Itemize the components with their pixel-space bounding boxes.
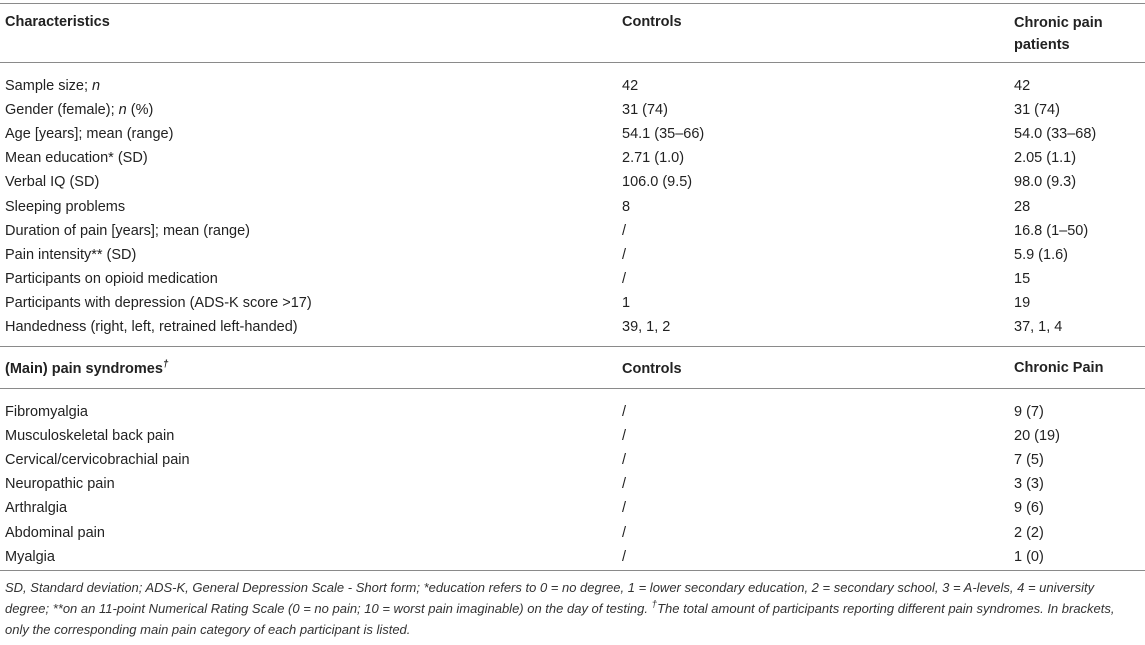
header-patients: Chronic pain patients — [1014, 15, 1103, 53]
table-row — [0, 424, 1145, 448]
patients-value: 2 (2) — [1014, 524, 1044, 541]
section-rule — [0, 346, 1145, 347]
row-label: Myalgia — [5, 548, 55, 565]
patients-value: 9 (6) — [1014, 500, 1044, 517]
row-label: Arthralgia — [5, 500, 68, 517]
row-label: Duration of pain [years]; mean (range) — [5, 222, 251, 239]
row-label: Handedness (right, left, retrained left-handed) — [5, 319, 298, 335]
row-label: Mean education* (SD) — [5, 150, 148, 167]
controls-value: / — [622, 246, 627, 263]
patients-value: 15 — [1014, 270, 1031, 287]
patients-value: 1 (0) — [1014, 548, 1044, 565]
row-label: Fibromyalgia — [5, 404, 88, 420]
controls-value: / — [622, 270, 627, 287]
controls-value: 42 — [622, 78, 639, 94]
header-characteristics: Characteristics — [5, 14, 110, 30]
row-label: Sample size; n — [5, 78, 101, 94]
header-syndromes-patients: Chronic Pain — [1014, 360, 1104, 376]
row-label: Cervical/cervicobrachial pain — [5, 452, 190, 469]
patients-value: 31 (74) — [1014, 102, 1060, 119]
patients-value: 16.8 (1–50) — [1014, 222, 1089, 239]
controls-value: / — [622, 222, 627, 239]
patients-value: 98.0 (9.3) — [1014, 174, 1077, 191]
controls-value: 106.0 (9.5) — [622, 174, 693, 191]
patients-value: 7 (5) — [1014, 452, 1044, 469]
table-row — [0, 521, 1145, 545]
row-label: Abdominal pain — [5, 524, 105, 541]
row-label: Neuropathic pain — [5, 476, 115, 493]
controls-value: / — [622, 524, 627, 541]
footnote-dagger: † — [651, 599, 658, 611]
row-label: Sleeping problems — [5, 198, 126, 215]
table-row — [0, 448, 1145, 472]
controls-value: 2.71 (1.0) — [622, 150, 685, 167]
patients-value: 5.9 (1.6) — [1014, 246, 1068, 263]
table-row — [0, 291, 1145, 315]
table-row — [0, 243, 1145, 267]
table-row — [0, 315, 1145, 339]
row-label: Participants with depression (ADS-K score >17) — [5, 294, 312, 311]
row-label: Gender (female); n (%) — [5, 102, 154, 119]
table-row — [0, 496, 1145, 520]
header-controls: Controls — [622, 14, 682, 30]
controls-value: 39, 1, 2 — [622, 319, 671, 335]
patients-value: 19 — [1014, 294, 1031, 311]
controls-value: / — [622, 548, 627, 565]
patients-value: 28 — [1014, 198, 1031, 215]
row-label: Musculoskeletal back pain — [5, 428, 175, 445]
header-rule — [0, 62, 1145, 63]
header-syndromes-controls: Controls — [622, 361, 682, 377]
patients-value: 2.05 (1.1) — [1014, 150, 1077, 167]
patients-value: 20 (19) — [1014, 428, 1060, 445]
patients-value: 37, 1, 4 — [1014, 319, 1063, 335]
table-row — [0, 195, 1145, 219]
table-row — [0, 545, 1145, 569]
row-label: Age [years]; mean (range) — [5, 126, 174, 143]
dagger-mark: † — [162, 359, 169, 371]
controls-value: 54.1 (35–66) — [622, 126, 705, 143]
table-header-row — [0, 10, 1145, 58]
controls-value: 1 — [622, 294, 631, 311]
bottom-rule — [0, 570, 1145, 571]
controls-value: / — [622, 500, 627, 517]
table-row — [0, 400, 1145, 424]
table-row — [0, 267, 1145, 291]
row-label: Participants on opioid medication — [5, 270, 218, 287]
table-row — [0, 219, 1145, 243]
table-row — [0, 472, 1145, 496]
controls-value: 31 (74) — [622, 102, 668, 119]
table-row — [0, 122, 1145, 146]
table-row — [0, 98, 1145, 122]
controls-value: / — [622, 476, 627, 493]
controls-value: / — [622, 428, 627, 445]
controls-value: 8 — [622, 198, 631, 215]
header-syndromes: (Main) pain syndromes† — [5, 359, 169, 377]
table-footnote: SD, Standard deviation; ADS-K, General Depression Scale - Short form; *education refers to 0 = no degree, 1 = lower secondary education, 2 = secondary school, 3 = A-levels, 4 = university degree; **on an 11-point Numerical Rating Scale (0 = no pain; 10 = worst pain imaginable) on the day of testing. †The total amount of participants reporting different pain syndromes. In brackets, only the corresponding main pain category of each participant is listed. — [5, 580, 1115, 637]
table-row — [0, 170, 1145, 194]
controls-value: / — [622, 404, 627, 420]
controls-value: / — [622, 452, 627, 469]
top-rule — [0, 3, 1145, 4]
table-row — [0, 74, 1145, 98]
row-label: Verbal IQ (SD) — [5, 174, 100, 191]
patients-value: 54.0 (33–68) — [1014, 126, 1097, 143]
patients-value: 42 — [1014, 78, 1031, 94]
patients-value: 3 (3) — [1014, 476, 1044, 493]
syndromes-header-rule — [0, 388, 1145, 389]
table-row — [0, 146, 1145, 170]
row-label: Pain intensity** (SD) — [5, 246, 137, 263]
syndromes-header-row — [0, 357, 1145, 381]
patients-value: 9 (7) — [1014, 404, 1044, 420]
